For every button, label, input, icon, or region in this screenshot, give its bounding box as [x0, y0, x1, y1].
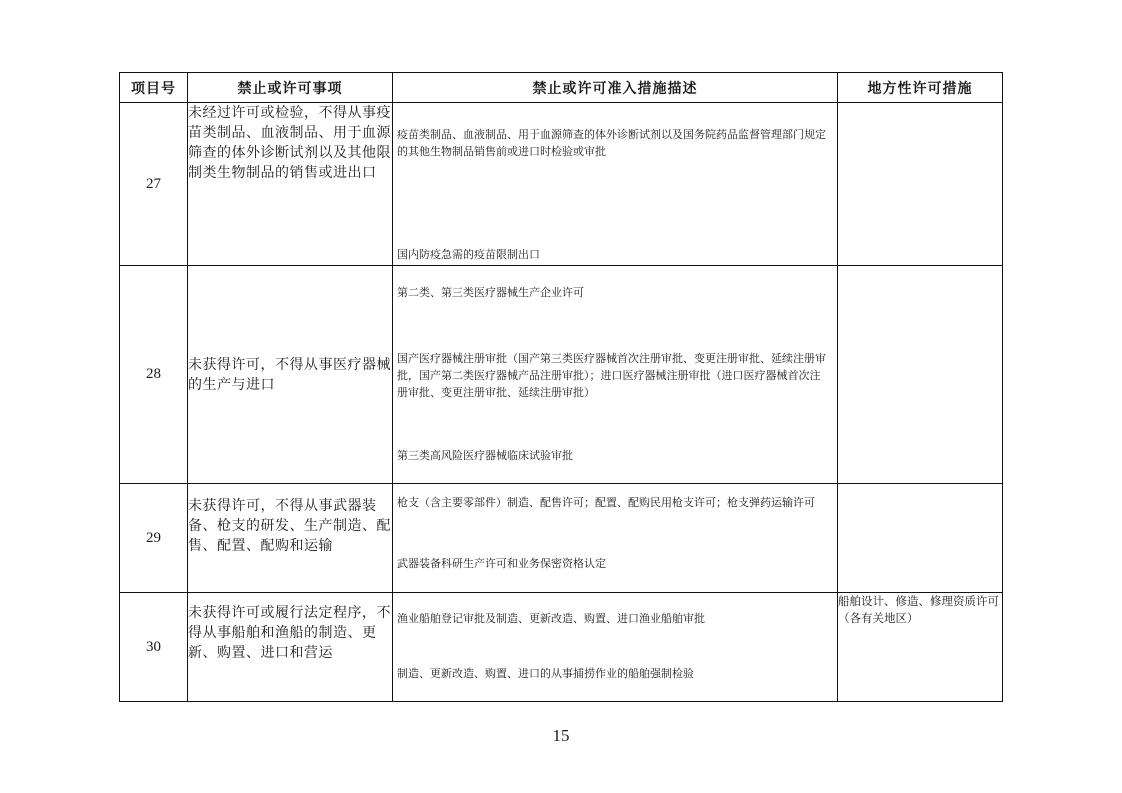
measure-text: 枪支（含主要零部件）制造、配售许可；配置、配购民用枪支许可；枪支弹药运输许可 [397, 496, 815, 509]
row-item: 未经过许可或检验，不得从事疫苗类制品、血液制品、用于血源筛查的体外诊断试剂以及其他限制类生物制品的销售或进出口 [188, 103, 393, 266]
measure-text: 国内防疫急需的疫苗限制出口 [397, 248, 540, 261]
measure-text: 第三类高风险医疗器械临床试验审批 [397, 449, 573, 462]
row-number: 29 [120, 484, 188, 593]
measure-text: 制造、更新改造、购置、进口的从事捕捞作业的船舶强制检验 [397, 667, 694, 680]
header-measures: 禁止或许可准入措施描述 [393, 73, 838, 103]
row-local [838, 484, 1003, 593]
row-item: 未获得许可，不得从事医疗器械的生产与进口 [188, 266, 393, 484]
table-row [120, 103, 1003, 266]
row-measures [393, 484, 838, 593]
measure-text: 武器装备科研生产许可和业务保密资格认定 [397, 557, 606, 570]
row-measures [393, 593, 838, 702]
header-item: 禁止或许可事项 [188, 73, 393, 103]
measure-text: 第二类、第三类医疗器械生产企业许可 [397, 286, 584, 299]
row-local [838, 103, 1003, 266]
header-local: 地方性许可措施 [838, 73, 1003, 103]
row-item: 未获得许可，不得从事武器装备、枪支的研发、生产制造、配售、配置、配购和运输 [188, 484, 393, 593]
row-measures [393, 103, 838, 266]
measure-text: 国产医疗器械注册审批（国产第三类医疗器械首次注册审批、变更注册审批、延续注册审批，国产第二类医疗器械产品注册审批）；进口医疗器械注册审批（进口医疗器械首次注册审批、变更注册审批、延续注册审批） [397, 352, 826, 399]
table-row [120, 266, 1003, 484]
row-number: 30 [120, 593, 188, 702]
row-number: 28 [120, 266, 188, 484]
page-number: 15 [552, 726, 570, 745]
row-local [838, 266, 1003, 484]
table-row [120, 593, 1003, 702]
header-item-number: 项目号 [120, 73, 188, 103]
row-measures [393, 266, 838, 484]
row-item: 未获得许可或履行法定程序，不得从事船舶和渔船的制造、更新、购置、进口和营运 [188, 593, 393, 702]
row-local: 船舶设计、修造、修理资质许可（各有关地区） [838, 593, 1003, 702]
table-header-row [120, 73, 1003, 103]
row-number: 27 [120, 103, 188, 266]
measure-text: 渔业船舶登记审批及制造、更新改造、购置、进口渔业船舶审批 [397, 612, 705, 625]
measure-text: 疫苗类制品、血液制品、用于血源筛查的体外诊断试剂以及国务院药品监督管理部门规定的其他生物制品销售前或进口时检验或审批 [397, 128, 826, 158]
table-row [120, 484, 1003, 593]
market-access-table [119, 72, 1003, 702]
